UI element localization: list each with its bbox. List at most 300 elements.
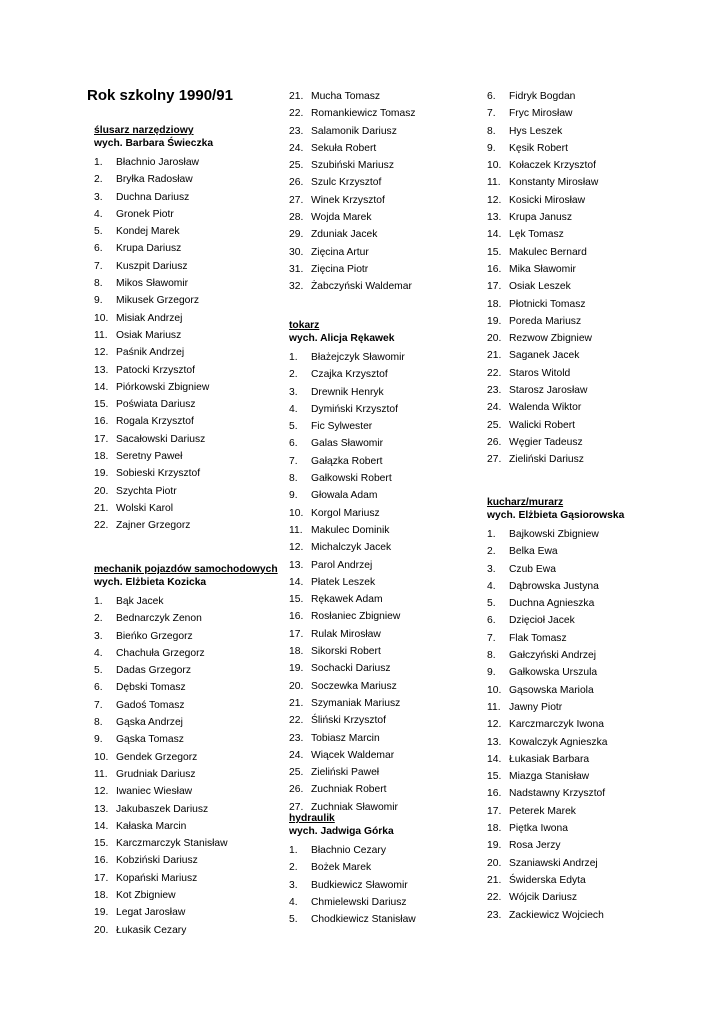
student-row	[289, 608, 401, 625]
student-number: 19.	[487, 315, 502, 327]
student-name: Zackiewicz Wojciech	[509, 909, 604, 921]
student-row	[94, 465, 213, 482]
student-row	[94, 697, 278, 714]
student-number: 19.	[94, 907, 109, 919]
student-name: Fic Sylwester	[311, 421, 373, 433]
student-row	[94, 749, 278, 766]
student-number: 15.	[289, 594, 304, 606]
student-number: 3.	[289, 879, 298, 891]
student-name: Jawny Piotr	[509, 701, 563, 713]
student-name: Chodkiewicz Stanisław	[311, 914, 416, 926]
student-row	[487, 578, 624, 595]
student-row	[289, 470, 395, 487]
student-name: Krupa Dariusz	[116, 243, 182, 255]
student-name: Chmielewski Dariusz	[311, 896, 407, 908]
student-name: Hys Leszek	[509, 125, 563, 137]
student-row	[94, 240, 213, 257]
student-number: 14.	[94, 820, 109, 832]
student-name: Mucha Tomasz	[311, 91, 381, 102]
student-row	[487, 699, 624, 716]
student-name: Zieliński Paweł	[311, 767, 380, 779]
student-number: 21.	[487, 350, 502, 362]
student-number: 4.	[289, 403, 298, 415]
student-name: Fryc Mirosław	[509, 108, 573, 120]
student-row	[487, 907, 624, 924]
student-row	[94, 714, 278, 731]
student-name: Gronek Piotr	[116, 208, 174, 220]
student-row	[487, 630, 624, 647]
student-number: 4.	[289, 896, 298, 908]
student-row	[487, 820, 624, 837]
student-row	[487, 837, 624, 854]
student-name: Wolski Karol	[116, 502, 174, 514]
student-name: Mikos Sławomir	[116, 278, 189, 290]
student-row	[94, 154, 213, 171]
student-number: 23.	[487, 909, 502, 921]
section-kucharz-murarz	[487, 496, 624, 924]
student-name: Misiak Andrzej	[116, 312, 183, 324]
student-name: Głowala Adam	[311, 490, 378, 502]
student-number: 15.	[487, 771, 502, 783]
student-number: 19.	[289, 663, 304, 675]
student-number: 10.	[94, 312, 109, 324]
student-row	[289, 842, 394, 859]
student-number: 13.	[289, 559, 304, 571]
student-row	[289, 894, 407, 911]
student-number: 10.	[289, 507, 304, 519]
student-row	[94, 344, 213, 361]
student-name: Czajka Krzysztof	[311, 369, 388, 381]
student-name: Bednarczyk Zenon	[116, 613, 202, 625]
student-number: 16.	[487, 788, 502, 800]
student-number: 22.	[487, 367, 502, 379]
student-row	[94, 922, 278, 939]
student-number: 2.	[487, 546, 496, 558]
student-number: 17.	[94, 872, 109, 884]
section-hydraulik	[289, 812, 416, 928]
student-name: Paśnik Andrzej	[116, 347, 185, 359]
student-number: 26.	[487, 436, 502, 448]
student-number: 12.	[487, 719, 502, 731]
student-number: 14.	[487, 753, 502, 765]
student-row	[289, 539, 395, 556]
student-number: 6.	[487, 91, 496, 102]
student-name: Bąk Jacek	[116, 596, 164, 607]
student-name: Nadstawny Krzysztof	[509, 788, 606, 800]
student-name: Szubiński Mariusz	[311, 160, 394, 172]
student-number: 25.	[487, 419, 502, 431]
student-row	[94, 258, 213, 275]
student-number: 23.	[289, 125, 304, 137]
student-number: 18.	[487, 823, 502, 835]
student-name: Tobiasz Marcin	[311, 732, 380, 744]
student-number: 18.	[487, 298, 502, 310]
student-name: Jakubaszek Dariusz	[116, 803, 209, 815]
student-row	[289, 487, 395, 504]
student-name: Walenda Wiktor	[509, 402, 582, 414]
student-name: Sacałowski Dariusz	[116, 433, 206, 445]
student-row	[289, 781, 395, 798]
student-number: 15.	[487, 246, 502, 258]
student-row	[94, 189, 213, 206]
student-number: 11.	[289, 524, 303, 536]
student-number: 16.	[94, 416, 109, 428]
student-number: 2.	[289, 862, 298, 874]
student-number: 10.	[487, 684, 502, 696]
student-row	[289, 643, 395, 660]
student-number: 3.	[94, 191, 103, 203]
student-number: 1.	[487, 529, 496, 540]
section-title: tokarz	[289, 320, 320, 331]
student-number: 11.	[94, 768, 108, 780]
student-name: Soczewka Mariusz	[311, 680, 397, 692]
student-number: 21.	[487, 874, 502, 886]
student-number: 12.	[289, 542, 304, 554]
student-name: Wiącek Waldemar	[311, 749, 395, 761]
student-row	[289, 574, 395, 591]
student-row	[289, 911, 416, 928]
student-name: Płatek Leszek	[311, 576, 376, 588]
student-number: 2.	[289, 369, 298, 381]
student-name: Poreda Mariusz	[509, 315, 582, 327]
student-number: 30.	[289, 246, 304, 258]
student-name: Świderska Edyta	[509, 874, 586, 886]
student-number: 4.	[94, 647, 103, 659]
student-name: Gąsowska Mariola	[509, 684, 594, 696]
student-number: 18.	[94, 890, 109, 902]
student-name: Łukasik Cezary	[116, 924, 187, 936]
student-name: Gałkowska Urszula	[509, 667, 598, 679]
student-row	[94, 396, 213, 413]
student-name: Staros Witold	[509, 367, 571, 379]
student-number: 16.	[289, 611, 304, 623]
student-name: Grudniak Dariusz	[116, 768, 196, 780]
student-row	[289, 877, 408, 894]
student-row	[487, 682, 624, 699]
student-name: Dębski Tomasz	[116, 682, 186, 694]
student-row	[289, 712, 395, 729]
student-row	[289, 695, 401, 712]
student-number: 29.	[289, 229, 304, 241]
student-row	[289, 384, 395, 401]
student-row	[487, 561, 624, 578]
student-number: 11.	[487, 177, 501, 189]
student-row	[289, 349, 405, 366]
student-row	[94, 731, 278, 748]
student-row	[94, 483, 213, 500]
student-name: Belka Ewa	[509, 546, 558, 558]
student-number: 21.	[289, 697, 304, 709]
student-number: 17.	[94, 433, 109, 445]
student-row	[487, 647, 624, 664]
student-name: Legat Jarosław	[116, 907, 186, 919]
student-number: 31.	[289, 263, 304, 275]
student-name: Błażejczyk Sławomir	[311, 352, 405, 363]
page-title: Rok szkolny 1990/91	[87, 87, 233, 104]
student-name: Zuchniak Sławomir	[311, 801, 398, 813]
student-number: 3.	[94, 630, 103, 642]
student-name: Piętka Iwona	[509, 823, 568, 835]
student-row	[94, 362, 213, 379]
section-title: kucharz/murarz	[487, 497, 564, 508]
student-number: 22.	[487, 892, 502, 904]
student-number: 25.	[289, 160, 304, 172]
student-name: Peterek Marek	[509, 805, 576, 817]
student-name: Zieliński Dariusz	[509, 454, 584, 466]
student-number: 8.	[289, 473, 298, 485]
student-row	[94, 292, 213, 309]
student-row	[289, 747, 395, 764]
student-row	[487, 768, 624, 785]
student-number: 7.	[94, 699, 103, 711]
student-row	[289, 859, 394, 876]
student-row	[289, 764, 395, 781]
student-name: Romankiewicz Tomasz	[311, 108, 416, 120]
student-number: 20.	[487, 857, 502, 869]
student-row	[94, 904, 278, 921]
student-number: 15.	[94, 399, 109, 411]
student-row	[289, 730, 395, 747]
student-number: 18.	[289, 646, 304, 658]
student-number: 27.	[289, 194, 304, 206]
student-name: Duchna Agnieszka	[509, 598, 595, 610]
student-row	[94, 327, 213, 344]
student-name: Duchna Dariusz	[116, 191, 190, 203]
student-number: 17.	[487, 281, 502, 293]
student-row	[94, 517, 213, 534]
student-number: 4.	[94, 208, 103, 220]
student-number: 13.	[94, 803, 109, 815]
student-number: 23.	[289, 732, 304, 744]
student-number: 6.	[94, 243, 103, 255]
student-name: Płotnicki Tomasz	[509, 298, 586, 310]
student-row	[94, 593, 278, 610]
student-number: 8.	[94, 717, 103, 729]
student-number: 1.	[289, 845, 298, 856]
student-name: Kosicki Mirosław	[509, 194, 586, 206]
student-number: 19.	[94, 468, 109, 480]
section-teacher: wych. Jadwiga Górka	[289, 826, 394, 837]
student-number: 5.	[94, 665, 103, 677]
section-slusarz	[94, 124, 213, 535]
student-number: 14.	[94, 381, 109, 393]
student-name: Poświata Dariusz	[116, 399, 196, 411]
student-name: Zięcina Artur	[311, 246, 369, 258]
student-name: Starosz Jarosław	[509, 385, 588, 397]
section-title: hydraulik	[289, 813, 335, 824]
section-teacher: wych. Barbara Świeczka	[94, 138, 214, 149]
student-number: 2.	[94, 174, 103, 186]
student-name: Kondej Marek	[116, 226, 180, 238]
student-number: 21.	[94, 502, 109, 514]
student-row	[487, 803, 624, 820]
student-name: Osiak Mariusz	[116, 329, 182, 341]
student-row	[487, 872, 624, 889]
student-name: Konstanty Mirosław	[509, 177, 599, 189]
student-number: 27.	[289, 801, 304, 813]
student-row	[487, 889, 624, 906]
student-name: Gałczyński Andrzej	[509, 650, 596, 662]
student-row	[94, 645, 278, 662]
student-name: Seretny Paweł	[116, 451, 183, 463]
student-name: Patocki Krzysztof	[116, 364, 195, 376]
student-row	[94, 171, 213, 188]
student-name: Rosa Jerzy	[509, 840, 561, 852]
student-name: Piórkowski Zbigniew	[116, 381, 210, 393]
student-number: 13.	[94, 364, 109, 376]
student-name: Bajkowski Zbigniew	[509, 529, 599, 540]
student-name: Sochacki Dariusz	[311, 663, 391, 675]
student-row	[94, 275, 213, 292]
student-name: Flak Tomasz	[509, 632, 567, 644]
student-name: Sikorski Robert	[311, 646, 381, 658]
student-name: Kopański Mariusz	[116, 872, 198, 884]
student-number: 14.	[289, 576, 304, 588]
student-name: Sobieski Krzysztof	[116, 468, 201, 480]
student-number: 7.	[289, 455, 298, 467]
student-row	[94, 801, 278, 818]
student-row	[94, 379, 213, 396]
student-name: Szymaniak Mariusz	[311, 697, 401, 709]
student-number: 26.	[289, 784, 304, 796]
student-name: Korgol Mariusz	[311, 507, 380, 519]
student-name: Zajner Grzegorz	[116, 520, 191, 532]
student-row	[94, 818, 278, 835]
student-number: 17.	[487, 805, 502, 817]
student-name: Szaniawski Andrzej	[509, 857, 598, 869]
student-name: Kobziński Dariusz	[116, 855, 198, 867]
student-name: Karczmarczyk Stanisław	[116, 838, 228, 850]
student-name: Salamonik Dariusz	[311, 125, 397, 137]
student-name: Czub Ewa	[509, 563, 556, 575]
student-row	[94, 206, 213, 223]
section-teacher: wych. Alicja Rękawek	[289, 333, 395, 344]
student-number: 11.	[487, 701, 501, 713]
student-row	[94, 662, 278, 679]
student-name: Błachnio Jarosław	[116, 157, 199, 168]
student-list	[289, 842, 416, 928]
student-row	[289, 660, 395, 677]
student-number: 8.	[487, 125, 496, 137]
student-number: 20.	[94, 485, 109, 497]
student-row	[94, 870, 278, 887]
student-number: 8.	[94, 278, 103, 290]
student-name: Rosłaniec Zbigniew	[311, 611, 401, 623]
student-row	[487, 716, 624, 733]
student-name: Szulc Krzysztof	[311, 177, 382, 189]
student-number: 6.	[289, 438, 298, 450]
student-row	[487, 526, 624, 543]
student-name: Budkiewicz Sławomir	[311, 879, 408, 891]
student-name: Gąska Andrzej	[116, 717, 183, 729]
student-name: Zuchniak Robert	[311, 784, 387, 796]
student-row	[94, 628, 278, 645]
student-name: Dzięcioł Jacek	[509, 615, 575, 627]
student-number: 12.	[94, 347, 109, 359]
student-name: Zduniak Jacek	[311, 229, 378, 241]
student-number: 26.	[289, 177, 304, 189]
section-tokarz	[289, 319, 405, 816]
student-row	[487, 595, 624, 612]
student-number: 16.	[94, 855, 109, 867]
student-row	[289, 626, 395, 643]
student-row	[289, 505, 395, 522]
student-row	[487, 785, 624, 802]
student-name: Makulec Bernard	[509, 246, 587, 258]
student-row	[94, 431, 213, 448]
student-row	[289, 591, 395, 608]
student-row	[94, 223, 213, 240]
student-number: 4.	[487, 580, 496, 592]
student-row	[289, 678, 395, 695]
student-list	[289, 349, 405, 816]
student-number: 7.	[94, 260, 103, 272]
student-row	[289, 453, 395, 470]
student-name: Wójcik Dariusz	[509, 892, 578, 904]
student-name: Rezwow Zbigniew	[509, 333, 592, 345]
section-mechanik	[94, 563, 278, 939]
student-number: 5.	[289, 914, 298, 926]
student-number: 15.	[94, 838, 109, 850]
student-number: 11.	[94, 329, 108, 341]
student-name: Fidryk Bogdan	[509, 91, 576, 102]
student-number: 20.	[94, 924, 109, 936]
student-number: 14.	[487, 229, 502, 241]
student-number: 6.	[487, 615, 496, 627]
student-name: Karczmarczyk Iwona	[509, 719, 604, 731]
student-number: 3.	[487, 563, 496, 575]
student-list	[487, 526, 624, 924]
student-name: Zięcina Piotr	[311, 263, 369, 275]
student-row	[289, 522, 395, 539]
student-number: 23.	[487, 385, 502, 397]
student-number: 22.	[289, 715, 304, 727]
student-name: Lęk Tomasz	[509, 229, 564, 241]
student-number: 10.	[487, 160, 502, 172]
student-name: Miazga Stanisław	[509, 771, 590, 783]
student-number: 22.	[289, 108, 304, 120]
student-row	[487, 855, 624, 872]
student-name: Makulec Dominik	[311, 524, 390, 536]
student-number: 12.	[94, 786, 109, 798]
student-row	[94, 413, 213, 430]
section-teacher: wych. Elżbieta Kozicka	[94, 577, 207, 588]
student-name: Wojda Marek	[311, 212, 372, 224]
student-name: Błachnio Cezary	[311, 845, 386, 856]
student-number: 1.	[94, 596, 103, 607]
student-row	[94, 766, 278, 783]
student-name: Iwaniec Wiesław	[116, 786, 193, 798]
student-name: Chachuła Grzegorz	[116, 647, 205, 659]
section-title: ślusarz narzędziowy	[94, 125, 194, 136]
student-number: 12.	[487, 194, 502, 206]
student-number: 25.	[289, 767, 304, 779]
section-teacher: wych. Elżbieta Gąsiorowska	[487, 510, 625, 521]
student-number: 2.	[94, 613, 103, 625]
student-number: 5.	[94, 226, 103, 238]
student-number: 17.	[289, 628, 304, 640]
student-row	[487, 612, 624, 629]
student-row	[289, 435, 395, 452]
student-name: Łukasiak Barbara	[509, 753, 590, 765]
student-row	[487, 734, 624, 751]
student-name: Rogala Krzysztof	[116, 416, 194, 428]
student-name: Kołaczek Krzysztof	[509, 160, 596, 172]
student-name: Dąbrowska Justyna	[509, 580, 599, 592]
student-number: 13.	[487, 736, 502, 748]
student-name: Drewnik Henryk	[311, 386, 384, 398]
student-name: Bożek Marek	[311, 862, 372, 874]
